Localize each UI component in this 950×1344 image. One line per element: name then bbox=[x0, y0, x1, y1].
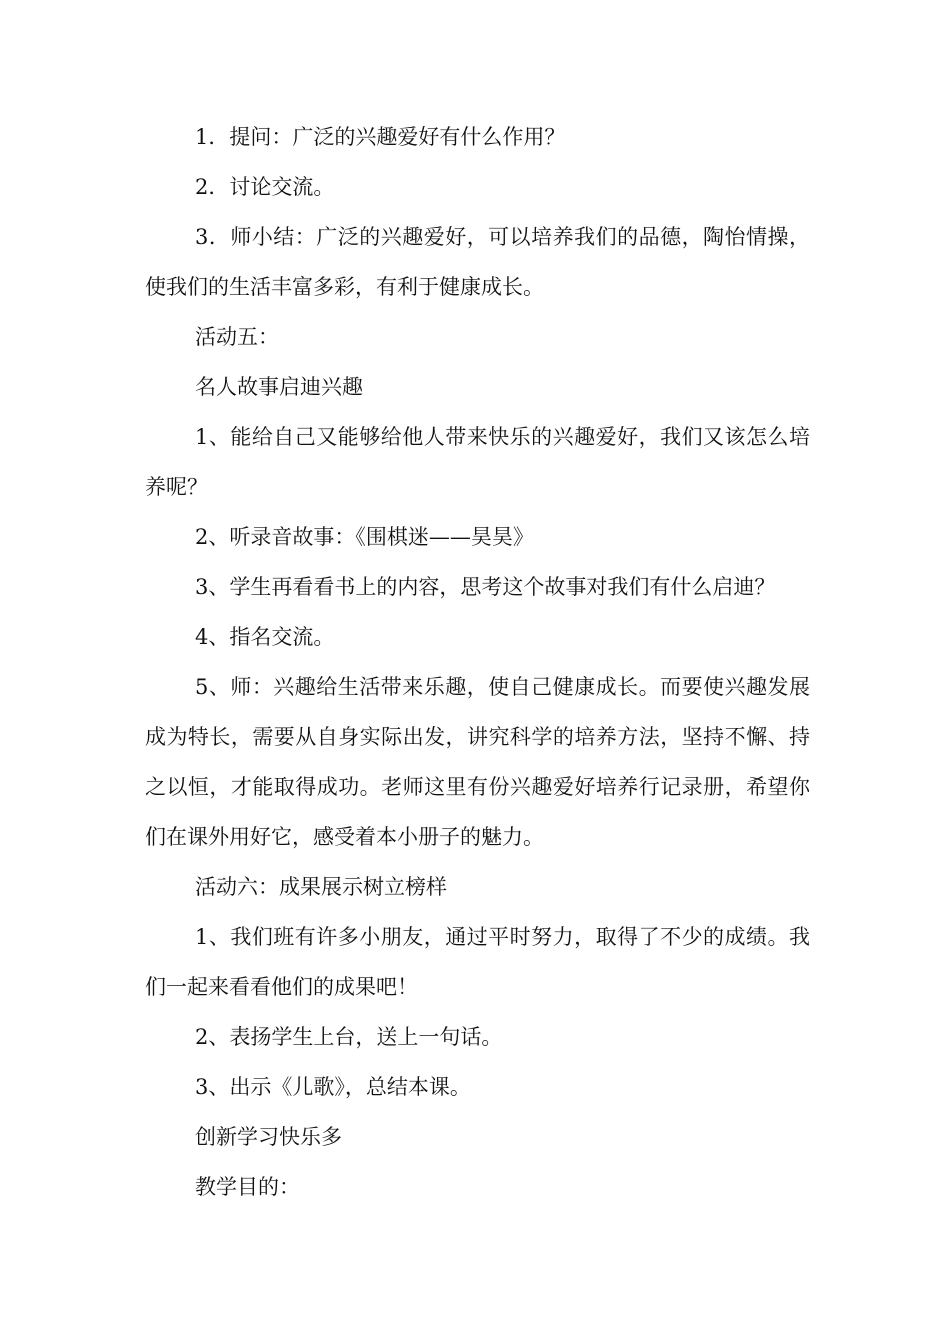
paragraph-item-4: 4、指名交流。 bbox=[195, 625, 335, 649]
paragraph-item-5: 5、师：兴趣给生活带来乐趣，使自己健康成长。而要使兴趣发展成为特长，需要从自身实际出发，讲究科学的培养方法，坚持不懈、持之以恒，才能取得成功。老师这里有份兴趣爱好培养行记录册，希望你们在课外用好它，感受着本小册子的魅力。 bbox=[145, 675, 810, 849]
paragraph-activity-six-3: 3、出示《儿歌》，总结本课。 bbox=[195, 1075, 471, 1099]
heading-teaching-goals: 教学目的： bbox=[195, 1175, 300, 1199]
paragraph-item-1: 1、能给自己又能够给他人带来快乐的兴趣爱好，我们又该怎么培养呢？ bbox=[145, 425, 810, 499]
paragraph-teacher-summary: 3．师小结：广泛的兴趣爱好，可以培养我们的品德，陶怡情操，使我们的生活丰富多彩，有利于健康成长。 bbox=[145, 225, 810, 299]
heading-innovation-learning: 创新学习快乐多 bbox=[195, 1125, 342, 1149]
paragraph-question: 1．提问：广泛的兴趣爱好有什么作用？ bbox=[195, 125, 566, 149]
paragraph-activity-six-2: 2、表扬学生上台，送上一句话。 bbox=[195, 1025, 503, 1049]
paragraph-discussion: 2．讨论交流。 bbox=[195, 175, 335, 199]
heading-activity-five: 活动五： bbox=[195, 325, 279, 349]
heading-activity-six: 活动六：成果展示树立榜样 bbox=[195, 875, 447, 899]
heading-celebrity-story: 名人故事启迪兴趣 bbox=[195, 375, 363, 399]
document-body bbox=[145, 112, 810, 1212]
paragraph-activity-six-1: 1、我们班有许多小朋友，通过平时努力，取得了不少的成绩。我们一起来看看他们的成果吧！ bbox=[145, 925, 810, 999]
paragraph-item-3: 3、学生再看看书上的内容，思考这个故事对我们有什么启迪？ bbox=[195, 575, 776, 599]
paragraph-item-2: 2、听录音故事：《围棋迷——昊昊》 bbox=[195, 525, 534, 549]
